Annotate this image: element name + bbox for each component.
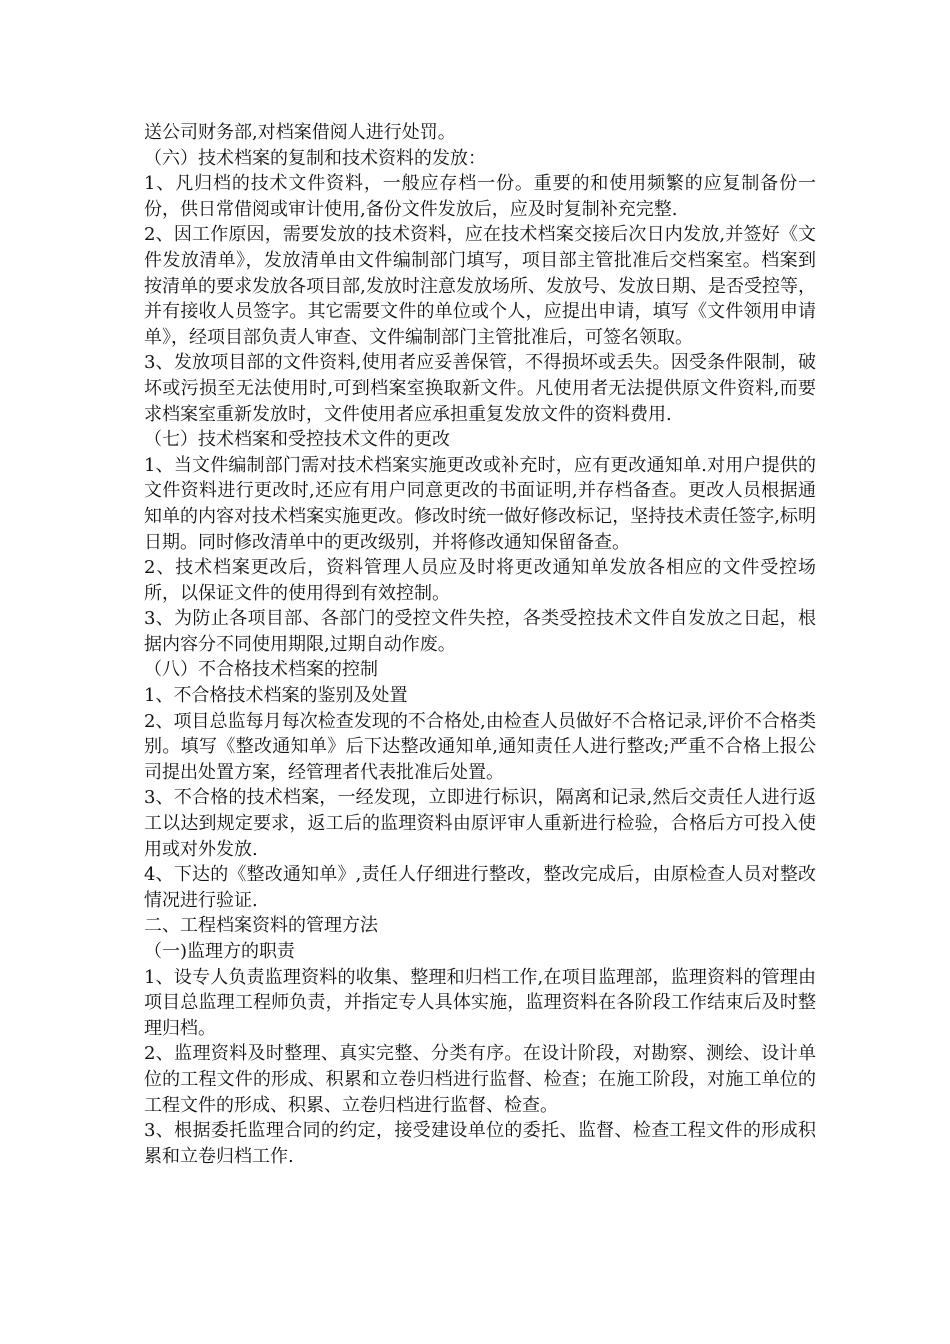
- paragraph: 3、为防止各项目部、各部门的受控文件失控，各类受控技术文件自发放之日起，根据内容分不同使用期限,过期自动作废。: [144, 608, 816, 655]
- section-heading: （八）不合格技术档案的控制: [144, 659, 378, 681]
- paragraph: 1、不合格技术档案的鉴别及处置: [144, 685, 408, 707]
- document-body: [144, 120, 816, 1169]
- paragraph: 4、下达的《整改通知单》,责任人仔细进行整改，整改完成后，由原检查人员对整改情况进行验证.: [144, 864, 816, 911]
- paragraph: 2、因工作原因，需要发放的技术资料，应在技术档案交接后次日内发放,并签好《文件发放清单》，发放清单由文件编制部门填写，项目部主管批准后交档案室。档案到按清单的要求发放各项目部,发放时注意发放场所、发放号、发放日期、是否受控等，并有接收人员签字。其它需要文件的单位或个人，应提出申请，填写《文件领用申请单》，经项目部负责人审查、文件编制部门主管批准后，可签名领取。: [144, 224, 816, 348]
- paragraph: 1、凡归档的技术文件资料，一般应存档一份。重要的和使用频繁的应复制备份一份，供日常借阅或审计使用,备份文件发放后，应及时复制补充完整.: [144, 173, 816, 220]
- paragraph: 送公司财务部,对档案借阅人进行处罚。: [144, 122, 456, 143]
- paragraph: 2、技术档案更改后，资料管理人员应及时将更改通知单发放各相应的文件受控场所，以保证文件的使用得到有效控制。: [144, 557, 816, 604]
- paragraph: 2、监理资料及时整理、真实完整、分类有序。在设计阶段，对勘察、测绘、设计单位的工程文件的形成、积累和立卷归档进行监督、检查；在施工阶段，对施工单位的工程文件的形成、积累、立卷归档进行监督、检查。: [144, 1043, 816, 1116]
- paragraph: 1、设专人负责监理资料的收集、整理和归档工作,在项目监理部，监理资料的管理由项目总监理工程师负责，并指定专人具体实施，监理资料在各阶段工作结束后及时整理归档。: [144, 966, 816, 1039]
- section-heading: （七）技术档案和受控技术文件的更改: [144, 429, 450, 451]
- paragraph: 3、发放项目部的文件资料,使用者应妥善保管，不得损坏或丢失。因受条件限制，破坏或污损至无法使用时,可到档案室换取新文件。凡使用者无法提供原文件资料,而要求档案室重新发放时，文件使用者应承担重复发放文件的资料费用.: [144, 352, 816, 425]
- paragraph: 3、不合格的技术档案，一经发现，立即进行标识，隔离和记录,然后交责任人进行返工以达到规定要求，返工后的监理资料由原评审人重新进行检验，合格后方可投入使用或对外发放.: [144, 787, 816, 860]
- paragraph: 3、根据委托监理合同的约定，接受建设单位的委托、监督、检查工程文件的形成积累和立卷归档工作.: [144, 1120, 816, 1167]
- paragraph: 2、项目总监每月每次检查发现的不合格处,由检查人员做好不合格记录,评价不合格类别。填写《整改通知单》后下达整改通知单,通知责任人进行整改;严重不合格上报公司提出处置方案，经管理者代表批准后处置。: [144, 710, 816, 783]
- section-heading: （一)监理方的职责: [144, 941, 296, 962]
- chapter-heading: 二、工程档案资料的管理方法: [144, 915, 378, 937]
- section-heading: （六）技术档案的复制和技术资料的发放：: [144, 147, 486, 169]
- paragraph: 1、当文件编制部门需对技术档案实施更改或补充时，应有更改通知单.对用户提供的文件资料进行更改时,还应有用户同意更改的书面证明,并存档备查。更改人员根据通知单的内容对技术档案实施更改。修改时统一做好修改标记，坚持技术责任签字,标明日期。同时修改清单中的更改级别，并将修改通知保留备查。: [144, 454, 816, 553]
